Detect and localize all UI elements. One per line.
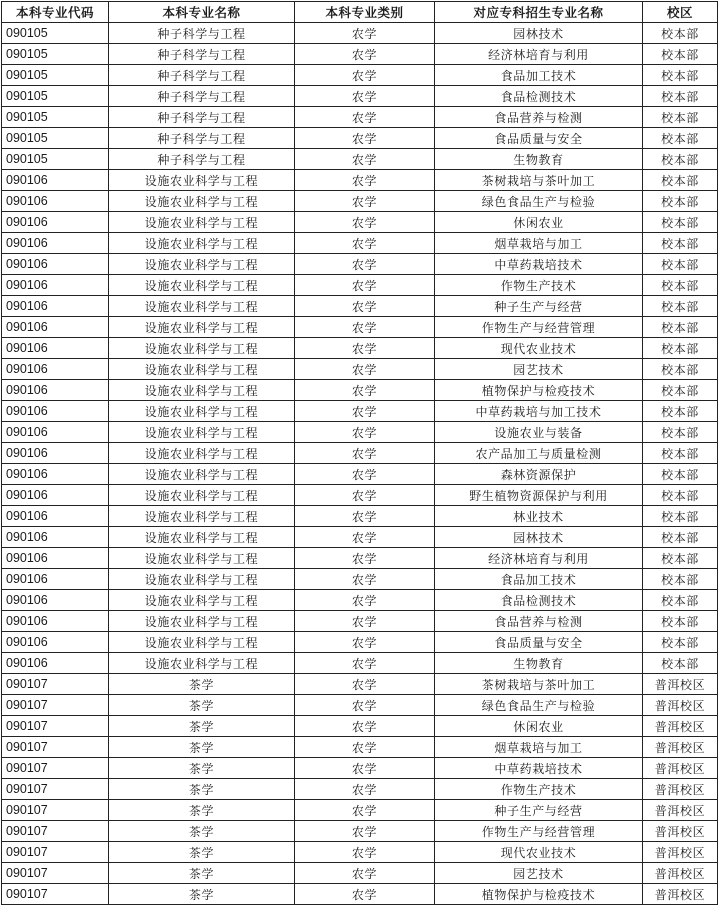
table-row — [2, 317, 718, 338]
cell-undergrad-category: 农学 — [295, 653, 435, 674]
table-row — [2, 296, 718, 317]
cell-associate-major: 野生植物资源保护与利用 — [435, 485, 643, 506]
cell-campus: 普洱校区 — [643, 695, 718, 716]
cell-undergrad-name: 设施农业科学与工程 — [109, 548, 295, 569]
cell-undergrad-category: 农学 — [295, 674, 435, 695]
table-row — [2, 611, 718, 632]
cell-associate-major: 食品营养与检测 — [435, 107, 643, 128]
cell-associate-major: 设施农业与装备 — [435, 422, 643, 443]
cell-undergrad-name: 设施农业科学与工程 — [109, 464, 295, 485]
cell-campus: 普洱校区 — [643, 779, 718, 800]
cell-undergrad-name: 设施农业科学与工程 — [109, 170, 295, 191]
cell-associate-major: 现代农业技术 — [435, 842, 643, 863]
table-row — [2, 380, 718, 401]
cell-undergrad-category: 农学 — [295, 590, 435, 611]
cell-undergrad-code: 090106 — [2, 317, 109, 338]
cell-campus: 校本部 — [643, 611, 718, 632]
cell-undergrad-category: 农学 — [295, 800, 435, 821]
table-row — [2, 212, 718, 233]
cell-undergrad-category: 农学 — [295, 464, 435, 485]
cell-undergrad-code: 090106 — [2, 233, 109, 254]
cell-undergrad-code: 090107 — [2, 716, 109, 737]
cell-undergrad-code: 090107 — [2, 842, 109, 863]
cell-undergrad-category: 农学 — [295, 779, 435, 800]
cell-associate-major: 生物教育 — [435, 653, 643, 674]
cell-undergrad-category: 农学 — [295, 863, 435, 884]
cell-undergrad-code: 090107 — [2, 737, 109, 758]
cell-undergrad-name: 茶学 — [109, 884, 295, 905]
cell-campus: 普洱校区 — [643, 737, 718, 758]
cell-undergrad-code: 090105 — [2, 44, 109, 65]
cell-undergrad-category: 农学 — [295, 380, 435, 401]
table-body — [2, 23, 718, 905]
cell-campus: 校本部 — [643, 86, 718, 107]
cell-associate-major: 现代农业技术 — [435, 338, 643, 359]
table-row — [2, 737, 718, 758]
table-row — [2, 170, 718, 191]
table-row — [2, 65, 718, 86]
cell-undergrad-name: 设施农业科学与工程 — [109, 485, 295, 506]
cell-undergrad-category: 农学 — [295, 422, 435, 443]
major-mapping-table — [1, 1, 718, 905]
table-row — [2, 653, 718, 674]
cell-associate-major: 农产品加工与质量检测 — [435, 443, 643, 464]
cell-undergrad-category: 农学 — [295, 632, 435, 653]
cell-undergrad-code: 090105 — [2, 128, 109, 149]
cell-undergrad-category: 农学 — [295, 23, 435, 44]
table-row — [2, 233, 718, 254]
header-undergrad-category: 本科专业类别 — [295, 2, 435, 23]
cell-campus: 校本部 — [643, 296, 718, 317]
cell-undergrad-category: 农学 — [295, 338, 435, 359]
cell-undergrad-code: 090105 — [2, 65, 109, 86]
cell-undergrad-code: 090106 — [2, 359, 109, 380]
cell-associate-major: 烟草栽培与加工 — [435, 737, 643, 758]
cell-campus: 校本部 — [643, 548, 718, 569]
cell-campus: 校本部 — [643, 359, 718, 380]
cell-campus: 校本部 — [643, 527, 718, 548]
cell-undergrad-name: 茶学 — [109, 842, 295, 863]
cell-associate-major: 园林技术 — [435, 527, 643, 548]
cell-undergrad-name: 设施农业科学与工程 — [109, 338, 295, 359]
table-row — [2, 443, 718, 464]
table-row — [2, 842, 718, 863]
cell-undergrad-code: 090107 — [2, 863, 109, 884]
cell-associate-major: 食品检测技术 — [435, 86, 643, 107]
cell-undergrad-code: 090105 — [2, 86, 109, 107]
table-row — [2, 590, 718, 611]
table-row — [2, 464, 718, 485]
cell-associate-major: 林业技术 — [435, 506, 643, 527]
cell-associate-major: 植物保护与检疫技术 — [435, 884, 643, 905]
cell-undergrad-code: 090107 — [2, 800, 109, 821]
cell-associate-major: 种子生产与经营 — [435, 800, 643, 821]
cell-undergrad-name: 茶学 — [109, 716, 295, 737]
cell-undergrad-category: 农学 — [295, 716, 435, 737]
table-row — [2, 107, 718, 128]
cell-associate-major: 食品营养与检测 — [435, 611, 643, 632]
cell-undergrad-code: 090105 — [2, 23, 109, 44]
table-row — [2, 716, 718, 737]
cell-undergrad-category: 农学 — [295, 401, 435, 422]
cell-associate-major: 经济林培育与利用 — [435, 548, 643, 569]
cell-undergrad-code: 090106 — [2, 611, 109, 632]
header-campus: 校区 — [643, 2, 718, 23]
cell-undergrad-name: 茶学 — [109, 863, 295, 884]
cell-undergrad-name: 设施农业科学与工程 — [109, 506, 295, 527]
cell-associate-major: 绿色食品生产与检验 — [435, 695, 643, 716]
table-row — [2, 632, 718, 653]
table-row — [2, 254, 718, 275]
cell-associate-major: 作物生产与经营管理 — [435, 821, 643, 842]
cell-campus: 校本部 — [643, 569, 718, 590]
cell-campus: 校本部 — [643, 317, 718, 338]
cell-undergrad-code: 090107 — [2, 695, 109, 716]
header-associate-major: 对应专科招生专业名称 — [435, 2, 643, 23]
cell-undergrad-code: 090107 — [2, 674, 109, 695]
table-row — [2, 884, 718, 905]
cell-undergrad-category: 农学 — [295, 611, 435, 632]
cell-undergrad-category: 农学 — [295, 191, 435, 212]
cell-undergrad-category: 农学 — [295, 443, 435, 464]
cell-associate-major: 中草药栽培技术 — [435, 254, 643, 275]
cell-undergrad-name: 种子科学与工程 — [109, 107, 295, 128]
cell-undergrad-code: 090106 — [2, 170, 109, 191]
cell-campus: 校本部 — [643, 23, 718, 44]
cell-associate-major: 园艺技术 — [435, 863, 643, 884]
cell-campus: 校本部 — [643, 464, 718, 485]
cell-undergrad-name: 设施农业科学与工程 — [109, 233, 295, 254]
cell-undergrad-code: 090106 — [2, 569, 109, 590]
cell-undergrad-category: 农学 — [295, 149, 435, 170]
cell-undergrad-name: 茶学 — [109, 800, 295, 821]
table-row — [2, 86, 718, 107]
cell-associate-major: 园林技术 — [435, 23, 643, 44]
cell-undergrad-name: 种子科学与工程 — [109, 86, 295, 107]
cell-campus: 校本部 — [643, 590, 718, 611]
cell-undergrad-category: 农学 — [295, 758, 435, 779]
cell-associate-major: 中草药栽培与加工技术 — [435, 401, 643, 422]
cell-undergrad-category: 农学 — [295, 842, 435, 863]
cell-campus: 校本部 — [643, 653, 718, 674]
cell-campus: 校本部 — [643, 275, 718, 296]
cell-associate-major: 茶树栽培与茶叶加工 — [435, 170, 643, 191]
table-row — [2, 191, 718, 212]
cell-undergrad-category: 农学 — [295, 821, 435, 842]
cell-undergrad-category: 农学 — [295, 275, 435, 296]
cell-undergrad-category: 农学 — [295, 569, 435, 590]
cell-campus: 校本部 — [643, 233, 718, 254]
table-row — [2, 863, 718, 884]
table-row — [2, 527, 718, 548]
cell-undergrad-name: 设施农业科学与工程 — [109, 401, 295, 422]
cell-undergrad-code: 090106 — [2, 191, 109, 212]
cell-associate-major: 休闲农业 — [435, 716, 643, 737]
cell-undergrad-name: 茶学 — [109, 737, 295, 758]
table-row — [2, 149, 718, 170]
cell-associate-major: 茶树栽培与茶叶加工 — [435, 674, 643, 695]
cell-associate-major: 园艺技术 — [435, 359, 643, 380]
cell-campus: 校本部 — [643, 338, 718, 359]
cell-undergrad-code: 090106 — [2, 653, 109, 674]
cell-undergrad-name: 设施农业科学与工程 — [109, 443, 295, 464]
cell-undergrad-name: 茶学 — [109, 695, 295, 716]
table-row — [2, 23, 718, 44]
table-row — [2, 485, 718, 506]
cell-campus: 普洱校区 — [643, 863, 718, 884]
cell-associate-major: 作物生产与经营管理 — [435, 317, 643, 338]
table-row — [2, 695, 718, 716]
cell-undergrad-code: 090107 — [2, 884, 109, 905]
cell-undergrad-category: 农学 — [295, 233, 435, 254]
cell-undergrad-name: 种子科学与工程 — [109, 23, 295, 44]
cell-campus: 校本部 — [643, 149, 718, 170]
cell-undergrad-code: 090106 — [2, 422, 109, 443]
cell-undergrad-code: 090106 — [2, 443, 109, 464]
table-row — [2, 569, 718, 590]
cell-campus: 普洱校区 — [643, 884, 718, 905]
cell-campus: 校本部 — [643, 191, 718, 212]
cell-undergrad-code: 090106 — [2, 254, 109, 275]
cell-campus: 普洱校区 — [643, 800, 718, 821]
table-row — [2, 359, 718, 380]
cell-undergrad-category: 农学 — [295, 737, 435, 758]
cell-undergrad-name: 设施农业科学与工程 — [109, 380, 295, 401]
cell-undergrad-name: 设施农业科学与工程 — [109, 275, 295, 296]
table-row — [2, 800, 718, 821]
cell-undergrad-category: 农学 — [295, 884, 435, 905]
cell-undergrad-category: 农学 — [295, 695, 435, 716]
cell-undergrad-name: 种子科学与工程 — [109, 128, 295, 149]
cell-undergrad-name: 设施农业科学与工程 — [109, 212, 295, 233]
cell-undergrad-category: 农学 — [295, 107, 435, 128]
cell-associate-major: 食品质量与安全 — [435, 632, 643, 653]
cell-undergrad-name: 茶学 — [109, 821, 295, 842]
table-row — [2, 338, 718, 359]
cell-campus: 普洱校区 — [643, 821, 718, 842]
cell-undergrad-code: 090107 — [2, 758, 109, 779]
cell-undergrad-name: 设施农业科学与工程 — [109, 569, 295, 590]
cell-undergrad-name: 设施农业科学与工程 — [109, 317, 295, 338]
cell-associate-major: 作物生产技术 — [435, 275, 643, 296]
cell-undergrad-code: 090106 — [2, 338, 109, 359]
cell-undergrad-name: 设施农业科学与工程 — [109, 653, 295, 674]
cell-undergrad-category: 农学 — [295, 548, 435, 569]
cell-undergrad-code: 090106 — [2, 380, 109, 401]
cell-campus: 校本部 — [643, 506, 718, 527]
cell-undergrad-category: 农学 — [295, 527, 435, 548]
table-row — [2, 674, 718, 695]
table-row — [2, 275, 718, 296]
cell-associate-major: 休闲农业 — [435, 212, 643, 233]
cell-campus: 普洱校区 — [643, 716, 718, 737]
table-row — [2, 422, 718, 443]
cell-undergrad-name: 种子科学与工程 — [109, 44, 295, 65]
cell-undergrad-code: 090105 — [2, 149, 109, 170]
cell-undergrad-category: 农学 — [295, 317, 435, 338]
cell-undergrad-code: 090105 — [2, 107, 109, 128]
cell-associate-major: 食品加工技术 — [435, 65, 643, 86]
cell-undergrad-code: 090106 — [2, 590, 109, 611]
cell-undergrad-name: 设施农业科学与工程 — [109, 611, 295, 632]
cell-campus: 校本部 — [643, 65, 718, 86]
cell-campus: 校本部 — [643, 254, 718, 275]
cell-campus: 普洱校区 — [643, 842, 718, 863]
cell-undergrad-code: 090106 — [2, 485, 109, 506]
cell-undergrad-name: 设施农业科学与工程 — [109, 296, 295, 317]
cell-undergrad-category: 农学 — [295, 128, 435, 149]
cell-undergrad-code: 090106 — [2, 275, 109, 296]
table-row — [2, 506, 718, 527]
cell-associate-major: 中草药栽培技术 — [435, 758, 643, 779]
cell-associate-major: 森林资源保护 — [435, 464, 643, 485]
cell-undergrad-code: 090106 — [2, 632, 109, 653]
cell-undergrad-code: 090106 — [2, 464, 109, 485]
table-row — [2, 821, 718, 842]
cell-campus: 校本部 — [643, 212, 718, 233]
cell-undergrad-code: 090106 — [2, 212, 109, 233]
cell-campus: 校本部 — [643, 422, 718, 443]
cell-undergrad-name: 设施农业科学与工程 — [109, 422, 295, 443]
cell-undergrad-name: 茶学 — [109, 779, 295, 800]
cell-associate-major: 种子生产与经营 — [435, 296, 643, 317]
cell-undergrad-code: 090106 — [2, 527, 109, 548]
cell-associate-major: 经济林培育与利用 — [435, 44, 643, 65]
cell-undergrad-name: 设施农业科学与工程 — [109, 590, 295, 611]
cell-campus: 校本部 — [643, 128, 718, 149]
cell-campus: 校本部 — [643, 401, 718, 422]
table-row — [2, 128, 718, 149]
cell-associate-major: 食品检测技术 — [435, 590, 643, 611]
header-undergrad-name: 本科专业名称 — [109, 2, 295, 23]
cell-associate-major: 食品加工技术 — [435, 569, 643, 590]
cell-undergrad-code: 090106 — [2, 296, 109, 317]
table-row — [2, 44, 718, 65]
cell-undergrad-category: 农学 — [295, 170, 435, 191]
cell-undergrad-name: 种子科学与工程 — [109, 65, 295, 86]
cell-associate-major: 作物生产技术 — [435, 779, 643, 800]
cell-undergrad-name: 设施农业科学与工程 — [109, 191, 295, 212]
cell-campus: 校本部 — [643, 443, 718, 464]
cell-campus: 校本部 — [643, 380, 718, 401]
cell-undergrad-name: 设施农业科学与工程 — [109, 632, 295, 653]
cell-associate-major: 绿色食品生产与检验 — [435, 191, 643, 212]
cell-campus: 普洱校区 — [643, 674, 718, 695]
cell-associate-major: 生物教育 — [435, 149, 643, 170]
cell-undergrad-name: 设施农业科学与工程 — [109, 527, 295, 548]
cell-undergrad-name: 设施农业科学与工程 — [109, 254, 295, 275]
cell-campus: 校本部 — [643, 632, 718, 653]
cell-campus: 校本部 — [643, 485, 718, 506]
cell-campus: 校本部 — [643, 107, 718, 128]
table-row — [2, 758, 718, 779]
cell-undergrad-category: 农学 — [295, 485, 435, 506]
cell-undergrad-code: 090106 — [2, 548, 109, 569]
cell-undergrad-code: 090106 — [2, 401, 109, 422]
header-undergrad-code: 本科专业代码 — [2, 2, 109, 23]
cell-campus: 普洱校区 — [643, 758, 718, 779]
cell-associate-major: 植物保护与检疫技术 — [435, 380, 643, 401]
cell-campus: 校本部 — [643, 44, 718, 65]
cell-associate-major: 食品质量与安全 — [435, 128, 643, 149]
cell-undergrad-name: 设施农业科学与工程 — [109, 359, 295, 380]
cell-undergrad-category: 农学 — [295, 254, 435, 275]
cell-undergrad-category: 农学 — [295, 506, 435, 527]
cell-associate-major: 烟草栽培与加工 — [435, 233, 643, 254]
cell-undergrad-category: 农学 — [295, 296, 435, 317]
cell-undergrad-category: 农学 — [295, 86, 435, 107]
cell-campus: 校本部 — [643, 170, 718, 191]
cell-undergrad-name: 茶学 — [109, 758, 295, 779]
cell-undergrad-category: 农学 — [295, 65, 435, 86]
cell-undergrad-code: 090107 — [2, 779, 109, 800]
cell-undergrad-name: 茶学 — [109, 674, 295, 695]
table-row — [2, 779, 718, 800]
cell-undergrad-code: 090107 — [2, 821, 109, 842]
cell-undergrad-code: 090106 — [2, 506, 109, 527]
table-row — [2, 401, 718, 422]
cell-undergrad-category: 农学 — [295, 359, 435, 380]
cell-undergrad-category: 农学 — [295, 212, 435, 233]
cell-undergrad-name: 种子科学与工程 — [109, 149, 295, 170]
table-header-row — [2, 2, 718, 23]
cell-undergrad-category: 农学 — [295, 44, 435, 65]
table-row — [2, 548, 718, 569]
